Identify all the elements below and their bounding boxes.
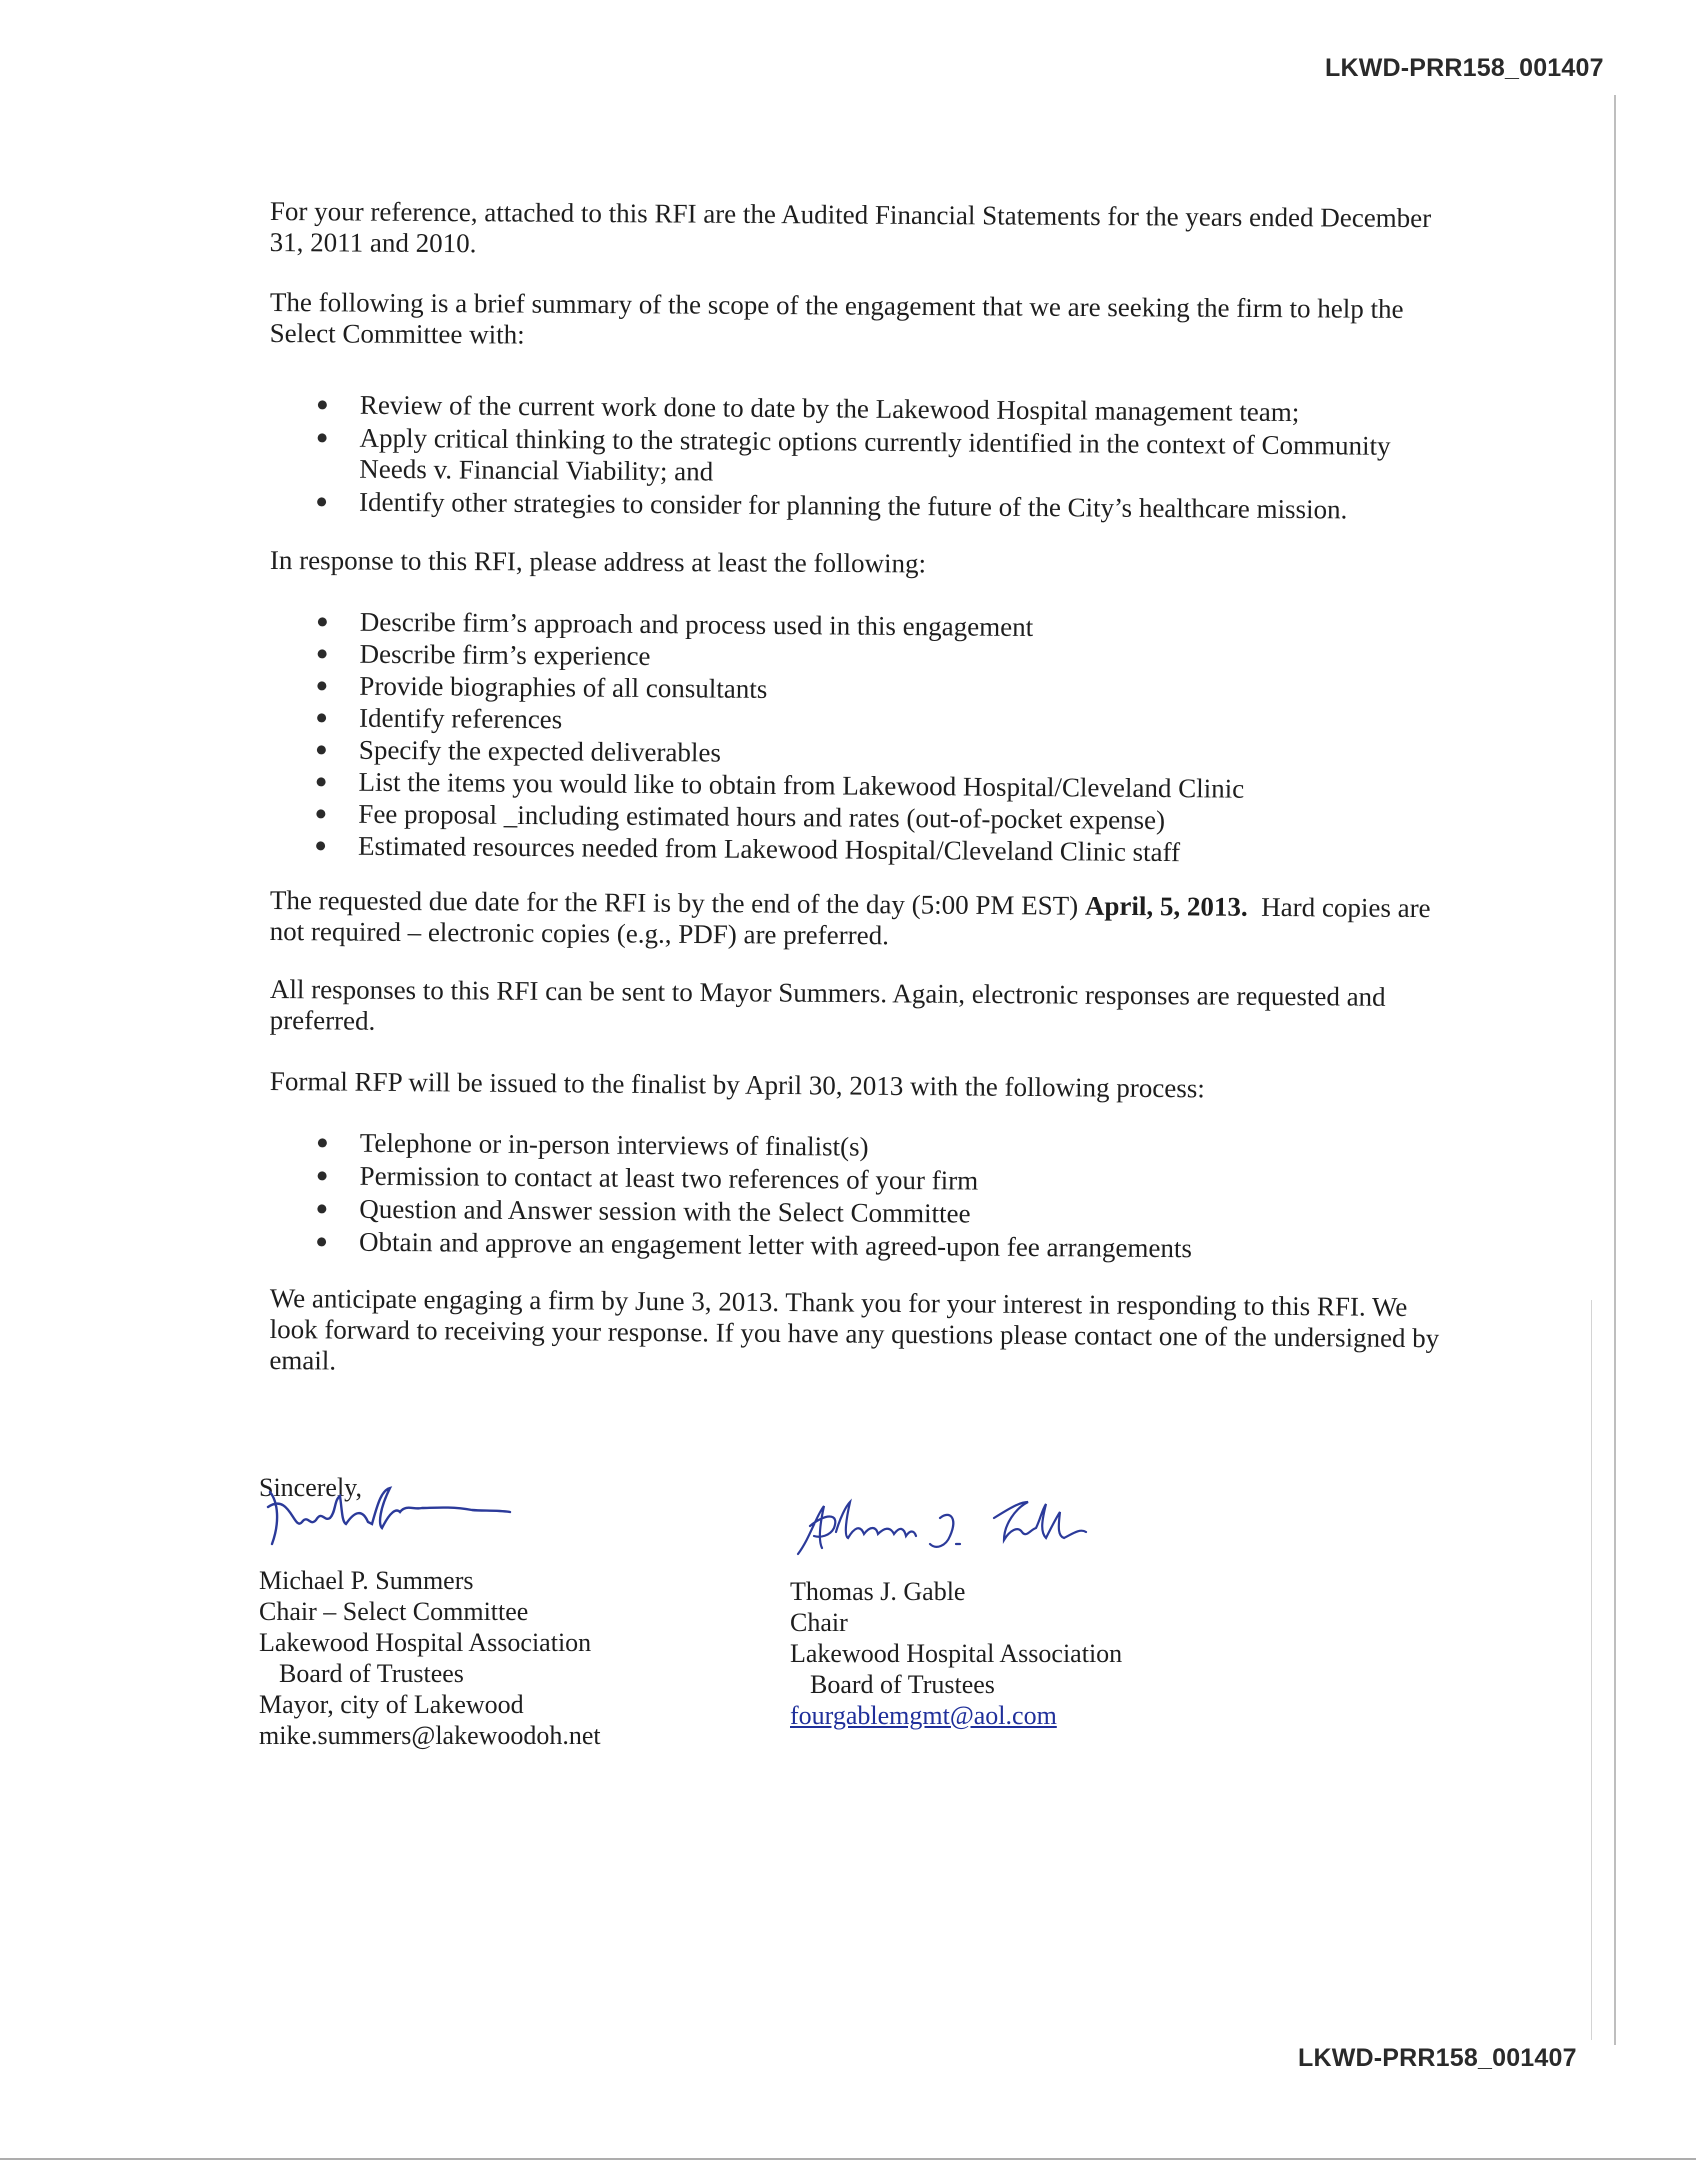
scan-edge-bottom: [0, 2158, 1696, 2160]
paragraph-reference: For your reference, attached to this RFI are the Audited Financial Statements for the years ended December 31, 2011 and 2010.: [269, 196, 1432, 259]
paragraph-response-intro: In response to this RFI, please address at least the following:: [269, 545, 927, 579]
paragraph-formal-rfp: Formal RFP will be issued to the finalist by April 30, 2013 with the following process:: [269, 1066, 1205, 1104]
scan-edge-right-inner: [1591, 1300, 1592, 2040]
signer-role: Mayor, city of Lakewood: [259, 1690, 524, 1719]
list-item: Identify other strategies to consider for planning the future of the City’s healthcare mission.: [317, 486, 1439, 526]
scope-list: [269, 389, 1440, 526]
due-text-1: The requested due date for the RFI is by the end of the day (5:00 PM EST): [269, 885, 1079, 921]
scan-edge-right: [1614, 95, 1616, 2045]
bates-number-bottom: LKWD-PRR158_001407: [1298, 2044, 1577, 2072]
paragraph-due-date: [270, 885, 1440, 955]
signer-board: Board of Trustees: [279, 1659, 464, 1688]
closing-salutation: Sincerely,: [259, 1473, 362, 1502]
list-item: Permission to contact at least two references of your firm: [317, 1160, 1439, 1200]
signer-email: mike.summers@lakewoodoh.net: [259, 1721, 601, 1750]
list-item: Apply critical thinking to the strategic options currently identified in the context of Community Needs v. Financial Viability; and: [317, 422, 1439, 493]
list-item: Estimated resources needed from Lakewood Hospital/Cleveland Clinic staff: [316, 830, 1438, 870]
paragraph-scope-summary: The following is a brief summary of the scope of the engagement that we are seeking the firm to help the Select Committee with:: [269, 287, 1404, 350]
signer-organization: Lakewood Hospital Association: [259, 1628, 592, 1657]
list-item: Provide biographies of all consultants: [317, 670, 1439, 710]
letter-body: [270, 196, 1440, 1376]
list-item: Obtain and approve an engagement letter with agreed-upon fee arrangements: [317, 1226, 1439, 1266]
list-item: Identify references: [317, 702, 1439, 742]
process-list: [269, 1127, 1440, 1266]
list-item: List the items you would like to obtain from Lakewood Hospital/Cleveland Clinic: [316, 766, 1438, 806]
list-item: Question and Answer session with the Select Committee: [317, 1193, 1439, 1233]
signature-gable: [780, 1488, 1120, 1568]
due-date-bold: April, 5, 2013.: [1084, 890, 1248, 922]
list-item: Describe firm’s approach and process used in this engagement: [318, 606, 1440, 646]
due-text-2: Hard copies are not required – electronic copies (e.g., PDF) are preferred.: [269, 891, 1431, 951]
signer-name: Thomas J. Gable: [790, 1577, 966, 1606]
signer-name: Michael P. Summers: [259, 1566, 474, 1595]
response-list: [268, 606, 1440, 870]
paragraph-anticipate: We anticipate engaging a firm by June 3, 2013. Thank you for your interest in responding to this RFI. We look forward to receiving your response. If you have any questions please contact one of the undersigned by email.: [269, 1283, 1440, 1376]
signer-title: Chair – Select Committee: [259, 1597, 529, 1626]
list-item: Review of the current work done to date by the Lakewood Hospital management team;: [318, 389, 1440, 429]
signer-title: Chair: [790, 1608, 848, 1637]
list-item: Specify the expected deliverables: [317, 734, 1439, 774]
bates-number-top: LKWD-PRR158_001407: [1325, 54, 1604, 82]
signer-email-link[interactable]: fourgablemgmt@aol.com: [790, 1701, 1057, 1730]
list-item: Fee proposal _including estimated hours and rates (out-of-pocket expense): [316, 798, 1438, 838]
list-item: Describe firm’s experience: [318, 638, 1440, 678]
signature-summers: [250, 1482, 550, 1562]
signature-block-right: [790, 1576, 1122, 1731]
signer-board: Board of Trustees: [810, 1670, 995, 1699]
signer-organization: Lakewood Hospital Association: [790, 1639, 1123, 1668]
paragraph-responses: All responses to this RFI can be sent to Mayor Summers. Again, electronic responses are requested and preferred.: [269, 974, 1386, 1036]
list-item: Telephone or in-person interviews of finalist(s): [318, 1127, 1440, 1167]
